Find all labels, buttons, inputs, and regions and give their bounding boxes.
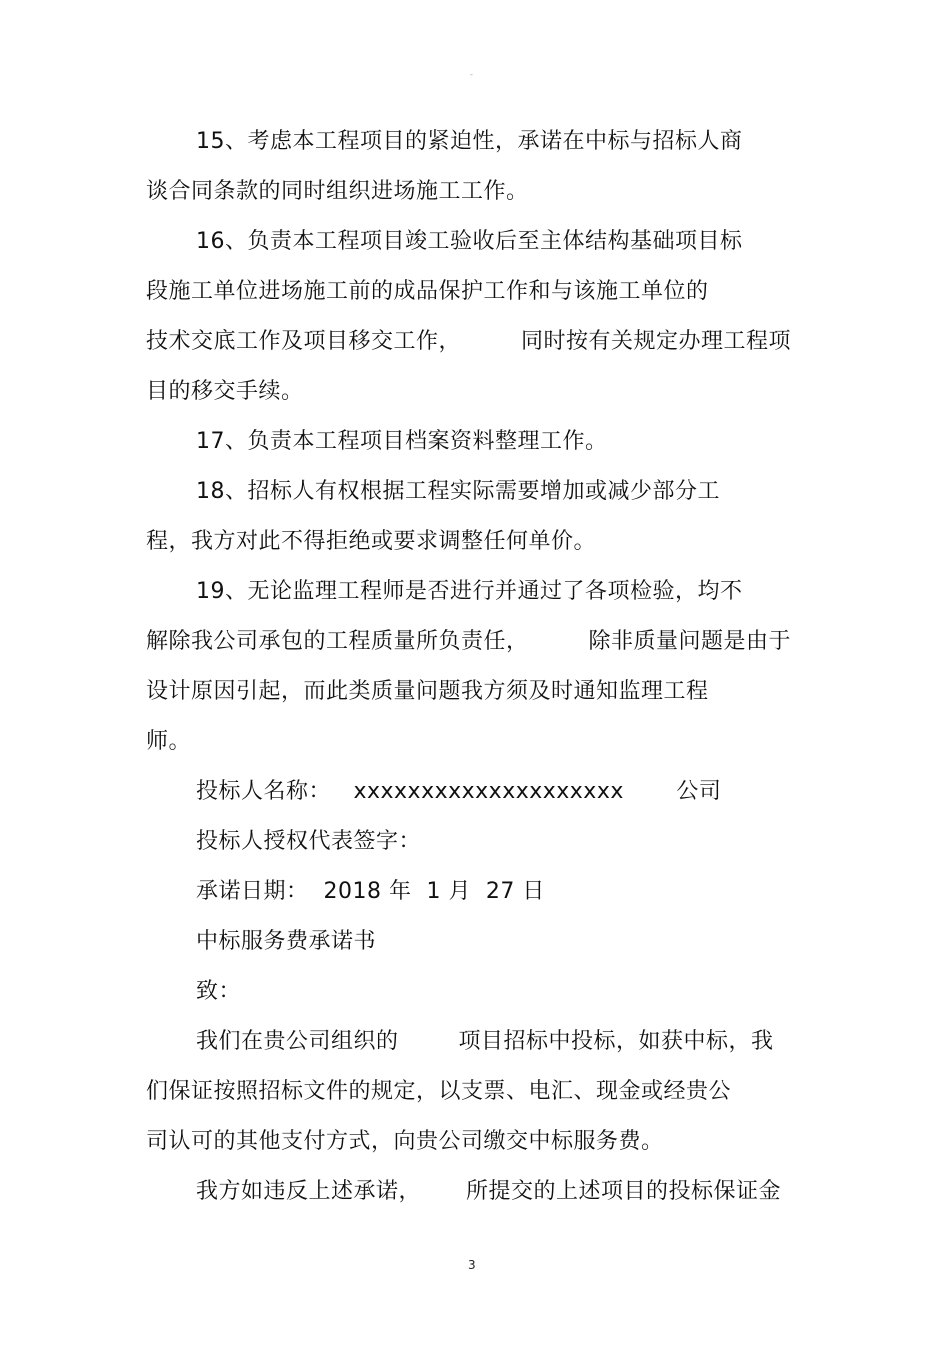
text-line: 谈合同条款的同时组织进场施工工作。 [146, 179, 529, 204]
text-line: 我方如违反上述承诺， 所提交的上述项目的投标保证金 [196, 1179, 781, 1204]
date-line: 承诺日期： 2018 年 1 月 27 日 [196, 879, 545, 904]
text-line: 程，我方对此不得拒绝或要求调整任何单价。 [146, 529, 597, 554]
section-title: 中标服务费承诺书 [196, 929, 377, 954]
text-line: 目的移交手续。 [146, 379, 304, 404]
text-line: 司认可的其他支付方式，向贵公司缴交中标服务费。 [146, 1129, 664, 1154]
text-line: 16、负责本工程项目竣工验收后至主体结构基础项目标 [196, 229, 743, 254]
text-line: 15、考虑本工程项目的紧迫性，承诺在中标与招标人商 [196, 129, 743, 154]
bidder-name-line: 投标人名称： xxxxxxxxxxxxxxxxxxxx 公司 [196, 779, 722, 804]
text-line: 解除我公司承包的工程质量所负责任， 除非质量问题是由于 [146, 629, 791, 654]
text-line: 设计原因引起，而此类质量问题我方须及时通知监理工程 [146, 679, 709, 704]
signature-line: 投标人授权代表签字： [196, 829, 422, 854]
text-line: 17、负责本工程项目档案资料整理工作。 [196, 429, 608, 454]
text-line: 师。 [146, 729, 192, 754]
text-line: 我们在贵公司组织的 项目招标中投标，如获中标，我 [196, 1029, 774, 1054]
text-line: 18、招标人有权根据工程实际需要增加或减少部分工 [196, 479, 720, 504]
page-number: 3 [468, 1258, 476, 1272]
text-line: 技术交底工作及项目移交工作， 同时按有关规定办理工程项 [146, 329, 791, 354]
header-mark: - [470, 70, 473, 79]
text-line: 19、无论监理工程师是否进行并通过了各项检验，均不 [196, 579, 743, 604]
text-line: 们保证按照招标文件的规定，以支票、电汇、现金或经贵公 [146, 1079, 732, 1104]
salutation: 致： [196, 979, 242, 1004]
text-line: 段施工单位进场施工前的成品保护工作和与该施工单位的 [146, 279, 709, 304]
